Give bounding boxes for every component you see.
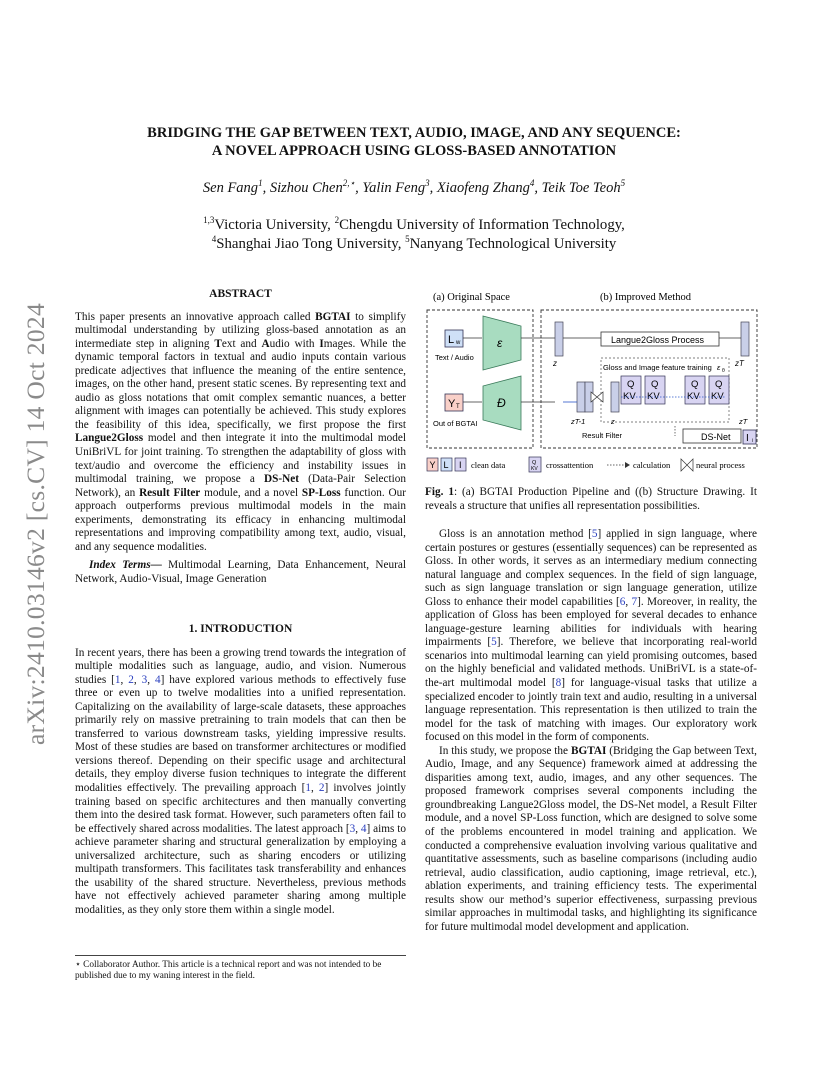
kv-label: KV [711,391,724,402]
langue2gloss-label: Langue2Gloss Process [611,335,705,345]
latent-z-bar [555,322,563,356]
affil-mark: 1,3 [203,215,215,226]
title-line-1: BRIDGING THE GAP BETWEEN TEXT, AUDIO, IMAGE, AND ANY SEQUENCE: [147,125,681,141]
q-label: Q [691,379,699,390]
citation-ref: 4 [155,673,161,686]
author-affil-mark: 2,⋆ [342,178,356,189]
neural-process-icon [591,392,597,402]
index-terms [75,559,406,586]
latent-z-mid-bar [611,382,619,412]
right-column-text [425,528,757,934]
l-box-sub: w [456,340,461,346]
figure-caption [425,486,757,513]
out-of-bgtai-label: Out of BGTAI [433,419,478,428]
intro-paragraph-2: Gloss is an annotation method [5] applied in sign language, where certain postures or gestures (essentially sequences) can be represented as Gloss. In other words, it serves as an intermediary medium connecting natural language and complex sequences. In the field of sign language, such as sign language translation or sign language generation, utilize Gloss to enhance their model capabilities [6, 7]. Moreover, in reality, the application of Gloss has been employed for several decades to enhance language-gesture learning abilities for individuals with hearing impairments [5]. Therefore, we believe that incorporating real-world scenarios into multimodal learning can yield promising outcomes, based on the highly beneficial and validated methods. UniBriVL is a state-of-the-art multimodal model [8] for language-visual tasks that utilize a specialized encoder to jointly train text and audio, resulting in a universal language representation. This representation is then utilized to train the model for the task of matching with images. Our exploratory work focused on this model in the form of components. [425,528,757,744]
introduction-heading: 1. INTRODUCTION [188,623,293,635]
bold-term: BGTAI [315,310,351,323]
affil-mark: 2 [334,215,340,226]
bold-term: I [319,337,324,350]
author-affil-mark: 4 [529,178,535,189]
neural-process-icon-2 [597,392,603,402]
bold-term: Langue2Gloss [75,432,144,445]
kv-label: KV [623,391,636,402]
caption-label: Fig. 1 [425,486,454,498]
footnote: ⋆ Collaborator Author. This article is a technical report and was not intended to be published due to my waning interest in the field. [75,955,406,982]
affil-name: Shanghai Jiao Tong University, [216,236,406,252]
legend-calc-arrow [625,462,630,468]
index-terms-label: Index Terms— [89,559,162,572]
legend-y: Y [429,460,436,470]
bold-term: DS-Net [264,473,300,486]
author-name: Teik Toe Teoh [541,180,621,196]
gloss-image-label: Gloss and Image feature training [603,363,712,372]
legend-crossattention: crossattention [546,460,594,470]
y-box-sub: T [456,404,460,410]
l-box-label: L [448,334,455,346]
bold-term: BGTAI [570,744,607,757]
legend-bowtie-right [687,459,693,471]
citation-ref: 2 [318,782,325,795]
bold-term: A [261,337,270,350]
abstract-heading: ABSTRACT [209,288,272,300]
bold-term: SP-Loss [301,486,341,499]
legend-q: Q [532,460,537,466]
zt1-label: zT-1 [571,417,586,426]
legend-kv: KV [531,466,538,472]
latent-zt1-bar [577,382,585,412]
citation-ref: 1 [305,782,311,795]
latent-z-label: z [553,359,557,368]
author-name: Sen Fang [202,180,259,196]
gloss-image-symbol: ε [717,363,721,372]
i-box-label: I [746,433,749,444]
figure-1 [425,286,761,478]
index-terms-text: Multimodal Learning, Data Enhancement, Neural Network, Audio-Visual, Image Generation [75,559,407,585]
arxiv-id-text: arXiv:2410.03146v2 [cs.CV] 14 Oct 2024 [21,302,50,745]
citation-ref: 8 [555,677,562,690]
citation-ref: 3 [349,822,356,835]
q-label: Q [715,379,723,390]
affiliation-line-1 [80,216,748,235]
title-line-2: A NOVEL APPROACH USING GLOSS-BASED ANNOTATION [211,143,617,159]
kv-label: KV [687,391,700,402]
affil-name: Victoria University, [214,217,335,233]
intro-paragraph-3: In this study, we propose the BGTAI (Bridging the Gap between Text, Audio, Image, and any Sequence) framework aimed at addressing the disparities among text, audio, images, and any other sequences. The proposed framework comprises several components including the groundbreaking Langue2Gloss model, the DS-Net model, a Result Filter module, and a novel SP-Loss function, which are designed to solve some of the problems encountered in model training and application. We conducted a comprehensive evaluation involving various qualitative and quantitative assessments, such as baseline comparisons (including audio retrieval, audio classification, audio captioning, image retrieval, etc.), ablation experiments, and training efficiency tests. The experimental results show our method’s superior effectiveness, surpassing previous similar approaches in multimodal tasks, and highlighting its significance for future multimodal model development and application. [425,744,757,933]
cross-attention-blocks [621,376,729,404]
encoder-label: ε [497,336,503,350]
affiliations [80,216,748,254]
citation-ref: 4 [360,822,367,835]
decoder-label: Đ [497,396,506,410]
citation-ref: 7 [631,595,638,608]
citation-ref: 2 [128,673,134,686]
citation-ref: 5 [591,528,598,540]
fig-label-b: (b) Improved Method [600,292,691,303]
intro-paragraph-1: In recent years, there has been a growing trend towards the integration of multiple modalities such as language, audio, and vision. Numerous studies [1, 2, 3, 4] have explored various methods to effectively fuse three or even up to twelve modalities into a unified representation. Capitalizing on the availability of large-scale datasets, these approaches primarily rely on massive pretraining to train models that can then be transferred to various downstream tasks, yielding impressive results. Most of these studies are based on transformer architectures or modified versions thereof. Depending on their specific usage and architectural details, they employ diverse fusion techniques to integrate the different modalities effectively. The prevailing approach [1, 2] involves jointly training based on specific architectures and then manually converting them into the desired task format. However, such parameters often fail to be effectively shared across modalities. The latest approach [3, 4] aims to achieve parameter sharing and structural generalization by employing a universalized architecture, such as sharing encoders or utilizing multipath transformers. This facilitates task transferability and enhances the usability of the shared structure. Nevertheless, previous methods have not effectively achieved parameter sharing among multiple modalities, as they only store them within a single model. [75,646,407,916]
legend-clean-data: clean data [471,460,506,470]
legend-l: L [443,460,449,470]
author-name: Yalin Feng [362,180,426,196]
latent-zt-bar [741,322,749,356]
bold-term: T [214,337,222,350]
affil-name: Nanyang Technological University [409,236,617,252]
result-filter-label: Result Filter [582,431,623,440]
author-affil-mark: 1 [258,178,263,189]
arxiv-identifier [22,286,50,761]
zt-mid-label: zT [739,417,748,426]
affil-mark: 5 [405,234,410,245]
citation-ref: 6 [619,595,626,608]
gloss-image-sub: θ [722,368,725,374]
author-list: Sen Fang$^1$, Sizhou Chen$^{2,⋆}$, Yalin Feng$^3$, Xiaofeng Zhang$^4$, Teik Toe Teoh$^5$ [202,178,626,196]
legend-i: I [459,460,462,470]
fig-label-a: (a) Original Space [433,292,510,303]
citation-ref: 3 [141,673,148,686]
abstract-body: This paper presents an innovative approach called BGTAI to simplify multimodal understanding by utilizing gloss-based annotation as an intermediate step in aligning Text and Audio with Images. While the dynamic temporal factors in textual and audio inputs contain various predicate adjectives that influence the meaning of the entire sentence, images, on the other hand, present static scenes. By representing text and audio as gloss notations that omit complex semantic nuances, a better alignment with images can potentially be achieved. This study explores the feasibility of this idea, specifically, we first propose the first Langue2Gloss model and then integrate it into the multimodal model UniBriVL for joint training. To strengthen the adaptability of gloss with text/audio and overcome the efficiency and instability issues in multimodal training, we propose a DS-Net (Data-Pair Selection Network), an Result Filter module, and a novel SP-Loss function. Our approach outperforms previous multimodal models in the main experiments, demonstrating its efficacy in enhancing multimodal representations and improving compatibility among text, audio, visual, and any sequence modalities. [75,310,406,553]
affiliation-line-2 [80,235,748,254]
q-label: Q [651,379,659,390]
introduction-section [75,623,406,917]
latent-zt-label: zT [735,359,744,368]
caption-text: : (a) BGTAI Production Pipeline and ((b) Structure Drawing. It reveals a structure that unifies all representation possibilities. [425,486,757,512]
image-input-box [743,430,756,444]
legend-calculation: calculation [633,460,671,470]
abstract-section [75,288,406,586]
q-label: Q [627,379,635,390]
citation-ref: 1 [114,673,121,686]
text-audio-label: Text / Audio [435,353,474,362]
bold-term: Result Filter [139,486,201,499]
affil-name: Chengdu University of Information Technology, [339,217,625,233]
y-box-label: Y [448,398,456,410]
author-affil-mark: 5 [620,178,626,189]
legend-neural-process: neural process [696,460,745,470]
author-affil-mark: 3 [425,178,430,189]
i-box-sub: i [752,438,754,444]
kv-label: KV [647,391,660,402]
author-name: Xiaofeng Zhang [436,180,530,196]
paper-title [80,124,748,160]
citation-ref: 5 [491,636,497,649]
author-name: Sizhou Chen [269,180,343,196]
ds-net-label: DS-Net [701,432,731,442]
legend-bowtie-left [681,459,687,471]
affil-mark: 4 [211,234,217,245]
z-mid-label: z [611,417,615,426]
